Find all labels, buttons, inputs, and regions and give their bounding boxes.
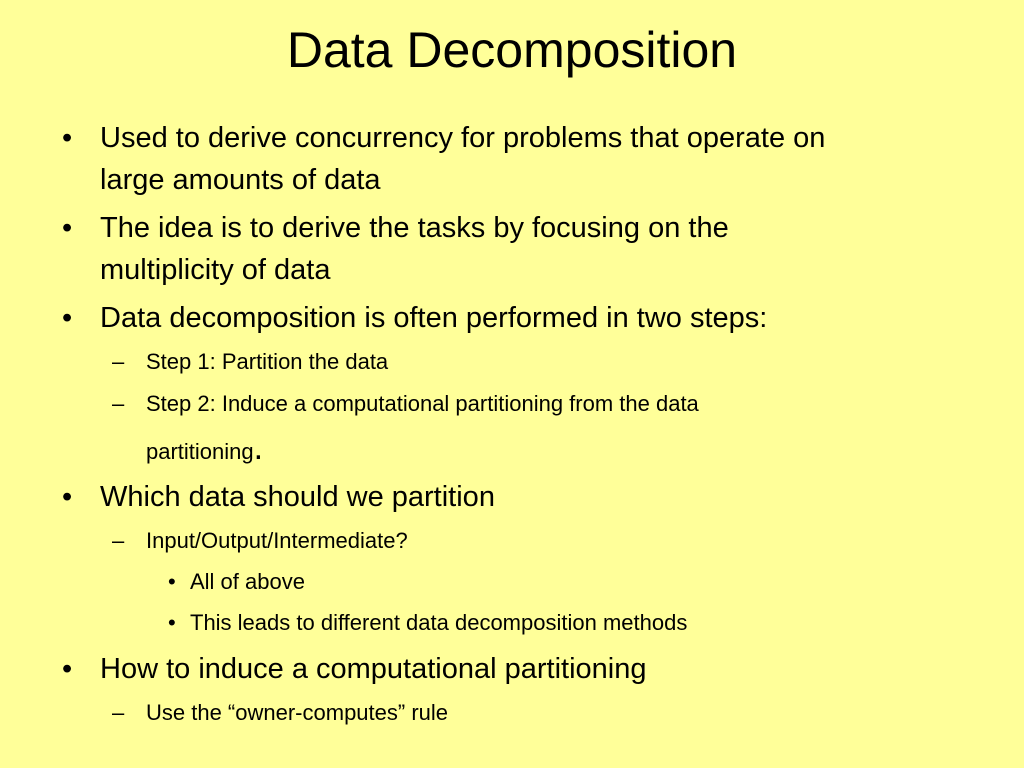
bullet-text: multiplicity of data [100, 254, 331, 286]
bullet-text: How to induce a computational partitioning [100, 653, 647, 685]
sub-sub-bullet-marker: • [168, 569, 176, 594]
sub-sub-bullet-text: All of above [190, 569, 305, 594]
sub-bullet-marker: – [112, 528, 125, 553]
bullet-marker: • [62, 122, 73, 154]
sub-bullet-text: Input/Output/Intermediate? [146, 528, 408, 553]
sub-bullet-marker: – [112, 391, 125, 416]
slide-title: Data Decomposition [286, 22, 738, 78]
bullet-text: Used to derive concurrency for problems that operate on [100, 122, 826, 154]
trailing-period: . [253, 429, 264, 467]
sub-sub-bullet-marker: • [168, 610, 176, 635]
sub-bullet-text: Step 2: Induce a computational partitioning from the data [146, 391, 699, 416]
bullet-text: Which data should we partition [100, 481, 495, 513]
sub-bullet-text [146, 428, 263, 472]
sub-bullet-text: Use the “owner-computes” rule [146, 700, 449, 725]
bullet-marker: • [62, 653, 73, 685]
bullet-marker: • [62, 212, 73, 244]
bullet-text: The idea is to derive the tasks by focusing on the [100, 212, 729, 244]
bullet-text: Data decomposition is often performed in two steps: [100, 302, 768, 334]
bullet-text: large amounts of data [100, 164, 381, 196]
sub-bullet-text: Step 1: Partition the data [146, 349, 389, 374]
bullet-marker: • [62, 481, 73, 513]
bullet-marker: • [62, 302, 73, 334]
sub-bullet-text-part: partitioning [146, 439, 254, 464]
sub-sub-bullet-text: This leads to different data decomposition methods [190, 610, 688, 635]
sub-bullet-marker: – [112, 349, 125, 374]
sub-bullet-marker: – [112, 700, 125, 725]
